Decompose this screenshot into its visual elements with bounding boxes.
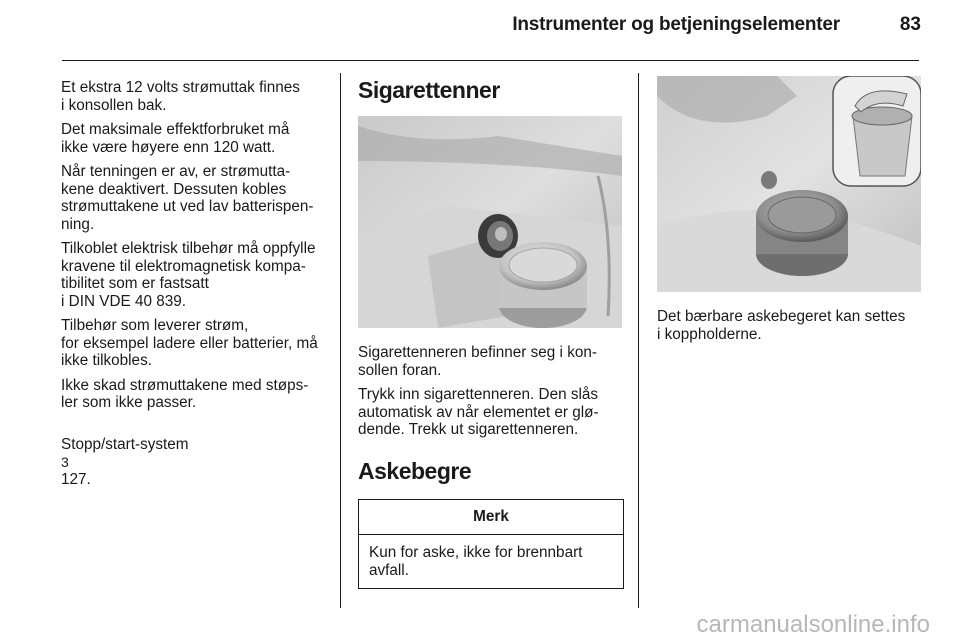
section-heading-ashtrays: Askebegre	[358, 457, 472, 484]
column-1	[61, 79, 331, 496]
paragraph: Sigarettenneren befinner seg i kon- sollen foran.	[358, 344, 597, 379]
column-2	[358, 70, 624, 589]
xref-text: Stopp/start-system	[61, 436, 189, 453]
paragraph: Tilkoblet elektrisk tilbehør må oppfylle kravene til elektromagnetisk kompa- tibilitet som er fastsatt i DIN VDE 40 839.	[61, 240, 316, 310]
paragraph: Det bærbare askebegeret kan settes i koppholderne.	[657, 308, 906, 343]
column-3	[657, 70, 922, 350]
paragraph: Det maksimale effektforbruket må ikke være høyere enn 120 watt.	[61, 121, 290, 156]
page-number: 83	[899, 14, 921, 35]
note-title: Merk	[359, 500, 623, 536]
portable-ashtray-illustration	[657, 76, 921, 292]
xref-arrow-icon: 3	[61, 453, 69, 470]
cross-reference	[61, 419, 331, 489]
header-title: Instrumenter og betjeningselementer	[512, 14, 840, 35]
cigarette-lighter-illustration	[358, 116, 622, 328]
paragraph: Et ekstra 12 volts strømuttak finnes i konsollen bak.	[61, 79, 300, 114]
paragraph: Tilbehør som leverer strøm, for eksempel ladere eller batterier, må ikke tilkobles.	[61, 317, 318, 369]
xref-page[interactable]: 127.	[61, 471, 91, 488]
paragraph: Ikke skad strømuttakene med støps- ler som ikke passer.	[61, 376, 309, 411]
column-divider-left	[340, 73, 341, 608]
column-divider-right	[638, 73, 639, 608]
note-text: Kun for aske, ikke for brennbart avfall.	[369, 544, 583, 579]
note-box	[358, 499, 624, 590]
paragraph: Når tenningen er av, er strømutta- kene deaktivert. Dessuten kobles strømuttakene ut ved lav batterispen- ning.	[61, 163, 314, 233]
paragraph: Trykk inn sigarettenneren. Den slås automatisk av når elementet er glø- dende. Trekk ut sigarettenneren.	[358, 386, 599, 438]
watermark: carmanualsonline.info	[696, 611, 930, 638]
section-heading-cigarette-lighter: Sigarettenner	[358, 77, 500, 103]
header-rule	[62, 60, 919, 61]
